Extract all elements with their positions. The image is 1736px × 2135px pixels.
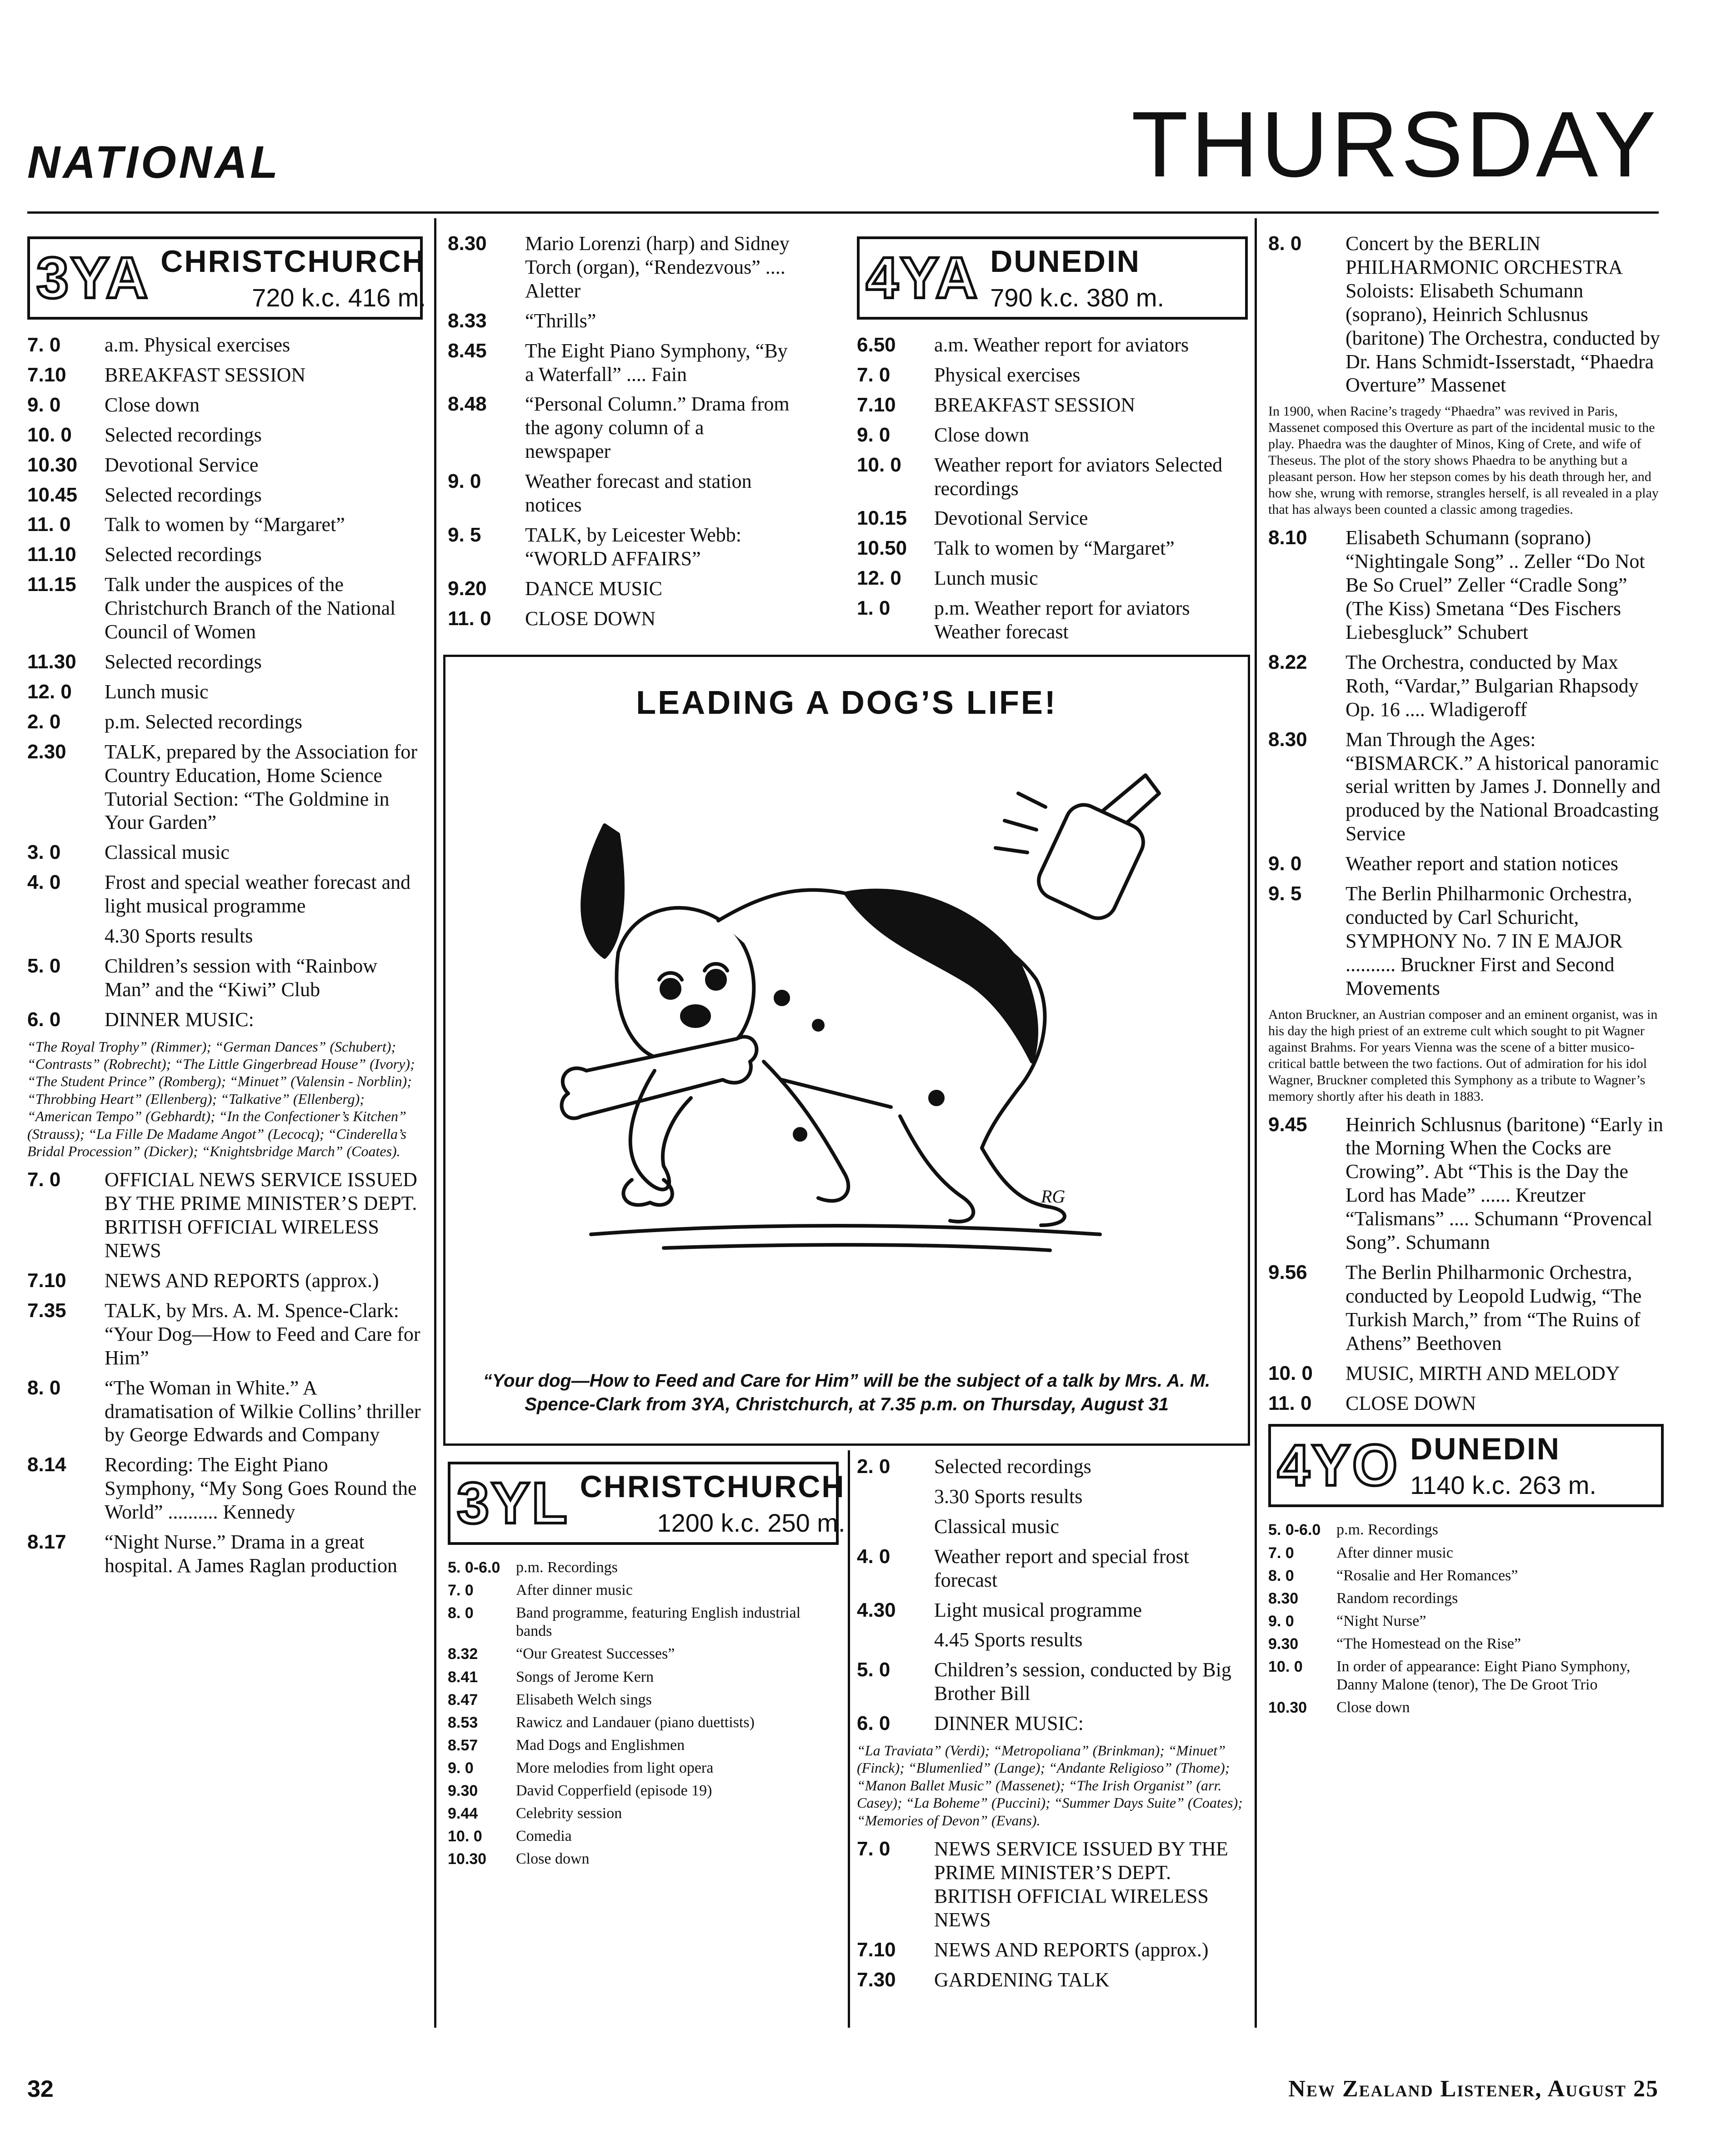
programme-description: p.m. Weather report for aviators Weather forecast — [934, 597, 1190, 643]
programme-description: Close down — [516, 1850, 590, 1868]
programme-time — [857, 1628, 934, 1652]
programme-item — [448, 1714, 839, 1732]
programme-item — [448, 577, 793, 601]
programme-item — [857, 506, 1248, 530]
station-box-4yo — [1268, 1424, 1664, 1507]
programme-item — [27, 363, 423, 387]
programme-item — [1268, 1567, 1664, 1585]
programme-time: 9. 0 — [448, 470, 481, 493]
station-call: 4YO — [1277, 1433, 1400, 1498]
programme-description: Children’s session, conducted by Big Brother Bill — [934, 1659, 1231, 1705]
programme-description: Weather report and special frost forecast — [934, 1545, 1189, 1591]
programme-list — [448, 232, 793, 631]
column-3yl — [448, 1462, 845, 1873]
programme-item — [857, 1658, 1248, 1705]
programme-time: 8. 0 — [1268, 232, 1302, 255]
programme-item — [857, 363, 1248, 387]
programme-description: The Berlin Philharmonic Orchestra, conducted by Leopold Ludwig, “The Turkish March,” from “The Ruins of Athens” Beethoven — [1346, 1261, 1642, 1354]
programme-item — [27, 1269, 423, 1293]
programme-list — [1268, 232, 1664, 397]
programme-item — [857, 566, 1248, 590]
programme-item — [448, 1850, 839, 1868]
programme-time — [27, 924, 105, 948]
programme-description: Mario Lorenzi (harp) and Sidney Torch (organ), “Rendezvous” .... Aletter — [525, 232, 790, 302]
programme-time: 8.14 — [27, 1453, 66, 1476]
programme-time: 9. 0 — [448, 1759, 474, 1777]
programme-time: 2.30 — [27, 740, 66, 763]
programme-time: 8. 0 — [27, 1376, 61, 1399]
programme-time — [857, 1485, 934, 1509]
programme-description: “Our Greatest Successes” — [516, 1645, 675, 1663]
programme-description: Random recordings — [1336, 1589, 1458, 1607]
programme-item — [1268, 728, 1664, 846]
programme-time: 9.45 — [1268, 1113, 1307, 1136]
programme-description: Devotional Service — [934, 507, 1088, 530]
programme-item — [448, 1691, 839, 1709]
programme-description: Selected recordings — [105, 543, 262, 566]
programme-time: 11. 0 — [1268, 1392, 1312, 1414]
programme-description: In order of appearance: Eight Piano Symphony, Danny Malone (tenor), The De Groot Trio — [1336, 1658, 1631, 1694]
programme-item — [857, 1628, 1248, 1652]
programme-list — [27, 1168, 423, 1578]
programme-description: Close down — [934, 423, 1029, 446]
programme-item — [448, 1804, 839, 1823]
programme-item — [857, 453, 1248, 501]
programme-description: “Night Nurse” — [1336, 1612, 1426, 1629]
station-box-3yl — [448, 1462, 845, 1545]
programme-time: 9.20 — [448, 577, 487, 600]
programme-time: 7.10 — [27, 1269, 66, 1292]
programme-item — [27, 1530, 423, 1578]
programme-time: 8.30 — [448, 232, 487, 255]
programme-time: 6. 0 — [857, 1712, 891, 1735]
station-call: 3YL — [457, 1470, 569, 1536]
programme-description: Close down — [1336, 1699, 1410, 1716]
programme-description: Elisabeth Welch sings — [516, 1691, 652, 1708]
programme-description: “The Woman in White.” A dramatisation of Wilkie Collins’ thriller by George Edwards and Company — [105, 1376, 421, 1446]
programme-time: 4.30 — [857, 1599, 896, 1621]
programme-time: 5. 0-6.0 — [1268, 1521, 1321, 1539]
programme-time: 7. 0 — [1268, 1544, 1294, 1562]
programme-item — [27, 573, 423, 644]
programme-item — [1268, 526, 1664, 644]
programme-time: 8. 0 — [448, 1604, 474, 1622]
programme-description: Selected recordings — [105, 423, 262, 446]
programme-description: Frost and special weather forecast and light musical programme — [105, 871, 411, 917]
programme-item — [857, 536, 1248, 560]
programme-item — [448, 1581, 839, 1599]
column-4ya-concert — [1268, 232, 1664, 1721]
station-city: DUNEDIN — [1410, 1432, 1561, 1467]
programme-item — [857, 333, 1248, 357]
programme-time: 10.15 — [857, 507, 907, 530]
programme-description: 4.45 Sports results — [934, 1629, 1083, 1651]
programme-item — [1268, 1635, 1664, 1653]
programme-item — [1268, 1589, 1664, 1608]
programme-item — [448, 1782, 839, 1800]
programme-item — [448, 607, 793, 631]
programme-item — [448, 523, 793, 571]
programme-time: 7.10 — [857, 1938, 896, 1961]
programme-description: OFFICIAL NEWS SERVICE ISSUED BY THE PRIME MINISTER’S DEPT. BRITISH OFFICIAL WIRELESS NEWS — [105, 1168, 417, 1262]
column-3ya — [27, 236, 426, 1584]
illustration-box — [443, 655, 1250, 1446]
programme-time: 8.22 — [1268, 651, 1307, 673]
programme-item — [857, 1837, 1248, 1932]
programme-description: “Rosalie and Her Romances” — [1336, 1567, 1518, 1584]
programme-item — [857, 1485, 1248, 1509]
programme-description: Selected recordings — [934, 1455, 1091, 1478]
programme-item — [448, 470, 793, 517]
programme-time: 8.53 — [448, 1714, 478, 1731]
programme-description: p.m. Recordings — [1336, 1521, 1438, 1539]
programme-item — [857, 596, 1248, 644]
programme-time: 6. 0 — [27, 1008, 61, 1031]
programme-time: 11.30 — [27, 650, 76, 673]
programme-time: 7. 0 — [27, 1168, 61, 1191]
programme-time: 9.30 — [1268, 1635, 1299, 1653]
programme-time: 10.30 — [27, 453, 78, 476]
column-4ya — [857, 236, 1248, 650]
programme-time: 4. 0 — [27, 871, 61, 894]
programme-description: Recording: The Eight Piano Symphony, “My Song Goes Round the World” .......... Kennedy — [105, 1453, 417, 1524]
programme-item — [27, 650, 423, 674]
programme-item — [448, 1668, 839, 1686]
programme-item — [1268, 882, 1664, 1000]
programme-item — [1268, 1261, 1664, 1355]
programme-description: GARDENING TALK — [934, 1968, 1110, 1991]
programme-description: a.m. Physical exercises — [105, 334, 290, 356]
programme-description: 4.30 Sports results — [105, 925, 253, 947]
programme-item — [27, 1376, 423, 1447]
programme-time: 2. 0 — [857, 1455, 891, 1478]
programme-item — [1268, 1544, 1664, 1562]
programme-description: BREAKFAST SESSION — [934, 393, 1136, 416]
station-freq: 790 k.c. 380 m. — [990, 283, 1165, 312]
programme-item — [448, 1736, 839, 1754]
illustration-caption: “Your dog—How to Feed and Care for Him” will be the subject of a talk by Mrs. A. M. Spence-Clark from 3YA, Christchurch, at 7.35 p.m. on Thursday, August 31 — [483, 1371, 1211, 1414]
programme-time: 9. 5 — [448, 523, 481, 546]
programme-item — [27, 924, 423, 948]
programme-item — [857, 1599, 1248, 1622]
programme-item — [27, 543, 423, 566]
programme-description: Weather forecast and station notices — [525, 470, 752, 516]
programme-item — [27, 841, 423, 864]
column-4ya-evening — [857, 1455, 1248, 1998]
programme-list — [1268, 1521, 1664, 1717]
station-city: CHRISTCHURCH — [160, 244, 426, 279]
programme-item — [1268, 1699, 1664, 1717]
programme-item — [448, 1759, 839, 1777]
programme-list — [857, 1837, 1248, 1991]
programme-time: 5. 0 — [27, 954, 61, 977]
programme-description: David Copperfield (episode 19) — [516, 1782, 712, 1799]
programme-item — [857, 1515, 1248, 1539]
programme-time: 11. 0 — [448, 607, 491, 630]
programme-item — [448, 1604, 839, 1640]
programme-time: 9.44 — [448, 1805, 478, 1823]
column-divider — [848, 1450, 850, 2028]
programme-description: TALK, prepared by the Association for Country Education, Home Science Tutorial Section: “The Goldmine in Your Garden” — [105, 740, 418, 834]
programme-time — [857, 1515, 934, 1539]
programme-description: After dinner music — [516, 1582, 633, 1599]
programme-item — [448, 309, 793, 333]
programme-item — [857, 393, 1248, 417]
programme-description: Close down — [105, 393, 200, 416]
programme-time: 10.45 — [27, 483, 78, 506]
programme-time: 8.10 — [1268, 526, 1307, 549]
programme-description: After dinner music — [1336, 1544, 1453, 1561]
programme-item — [448, 232, 793, 303]
programme-description: Selected recordings — [105, 650, 262, 673]
top-rule — [27, 211, 1659, 214]
programme-time: 5. 0-6.0 — [448, 1559, 500, 1576]
programme-description: NEWS SERVICE ISSUED BY THE PRIME MINISTER’S DEPT. BRITISH OFFICIAL WIRELESS NEWS — [934, 1838, 1228, 1931]
programme-time: 8.41 — [448, 1668, 478, 1686]
bruckner-note: Anton Bruckner, an Austrian composer and an eminent organist, was in his day the high priest of an extreme cult which sought to pit Wagner against Brahms. For years Vienna was the scene of a bitter musico-critical battle between the two factions. Out of admiration for his idol Wagner, Bruckner completed this Symphony as a tribute to Wagner’s memory shortly after his death in 1883. — [1268, 1007, 1658, 1104]
programme-list — [1268, 1113, 1664, 1415]
programme-time: 9.30 — [448, 1782, 478, 1800]
programme-time: 6.50 — [857, 334, 896, 356]
programme-time: 7.10 — [27, 363, 66, 386]
programme-time: 9. 0 — [27, 393, 61, 416]
programme-description: “Personal Column.” Drama from the agony column of a newspaper — [525, 393, 790, 463]
programme-time: 8.32 — [448, 1645, 478, 1663]
programme-item — [857, 423, 1248, 447]
programme-item — [1268, 1612, 1664, 1630]
programme-time: 8.47 — [448, 1691, 478, 1709]
programme-time: 9.56 — [1268, 1261, 1307, 1283]
programme-time: 4. 0 — [857, 1545, 891, 1568]
programme-time: 7.10 — [857, 393, 896, 416]
programme-item — [857, 1938, 1248, 1962]
programme-item — [1268, 232, 1664, 397]
programme-description: MUSIC, MIRTH AND MELODY — [1346, 1362, 1620, 1384]
programme-time: 9. 5 — [1268, 882, 1302, 905]
programme-description: The Berlin Philharmonic Orchestra, conducted by Carl Schuricht, SYMPHONY No. 7 IN E MAJOR .......... Bruckner First and Second Movements — [1346, 882, 1632, 999]
programme-item — [1268, 852, 1664, 876]
programme-item — [27, 1453, 423, 1524]
programme-time: 10. 0 — [1268, 1362, 1313, 1384]
dinner-music-note: “La Traviata” (Verdi); “Metropoliana” (Brinkman); “Minuet” (Finck); “Blumenlied” (Lange); “Andante Religioso” (Thome); “Manon Ballet Music” (Massenet); “The Irish Organist” (arr. Casey); “La Boheme” (Puccini); “Summer Days Suite” (Coates); “Memories of Devon” (Evans). — [857, 1742, 1243, 1829]
header-day: THURSDAY — [1131, 92, 1659, 196]
programme-time: 9. 0 — [1268, 852, 1302, 875]
programme-list — [1268, 526, 1664, 1000]
programme-time: 8.30 — [1268, 728, 1307, 751]
programme-time: 7. 0 — [857, 1838, 891, 1860]
programme-time: 10.30 — [448, 1850, 487, 1868]
programme-item — [448, 1559, 839, 1577]
programme-time: 7. 0 — [27, 334, 61, 356]
programme-item — [1268, 1362, 1664, 1385]
station-freq: 720 k.c. 416 m. — [252, 283, 426, 312]
programme-item — [1268, 1658, 1664, 1694]
programme-item — [857, 1545, 1248, 1592]
programme-description: Light musical programme — [934, 1599, 1142, 1621]
station-freq: 1200 k.c. 250 m. — [657, 1509, 845, 1537]
programme-item — [27, 483, 423, 507]
programme-time: 8.48 — [448, 393, 487, 416]
programme-description: p.m. Recordings — [516, 1559, 618, 1576]
programme-item — [448, 1645, 839, 1663]
programme-description: The Orchestra, conducted by Max Roth, “Vardar,” Bulgarian Rhapsody Op. 16 .... Wladigeroff — [1346, 651, 1639, 721]
programme-description: NEWS AND REPORTS (approx.) — [934, 1938, 1209, 1961]
programme-item — [857, 1712, 1248, 1735]
programme-item — [27, 954, 423, 1002]
station-freq: 1140 k.c. 263 m. — [1410, 1471, 1596, 1500]
programme-item — [27, 680, 423, 704]
programme-item — [448, 339, 793, 386]
programme-item — [1268, 1521, 1664, 1539]
programme-description: Celebrity session — [516, 1805, 622, 1822]
station-call: 3YA — [36, 245, 150, 311]
station-city: DUNEDIN — [990, 244, 1141, 279]
programme-description: NEWS AND REPORTS (approx.) — [105, 1269, 379, 1292]
programme-description: Children’s session with “Rainbow Man” and the “Kiwi” Club — [105, 954, 378, 1001]
programme-description: Concert by the BERLIN PHILHARMONIC ORCHESTRA Soloists: Elisabeth Schumann (soprano), Heinrich Schlusnus (baritone) The Orchestra, conducted by Dr. Hans Schmidt-Isserstadt, “Phaedra Overture” Massenet — [1346, 232, 1660, 396]
programme-time: 11.10 — [27, 543, 76, 566]
programme-description: a.m. Weather report for aviators — [934, 334, 1189, 356]
dinner-music-note: “The Royal Trophy” (Rimmer); “German Dances” (Schubert); “Contrasts” (Robrecht); “The Little Gingerbread House” (Ivory); “The Student Prince” (Romberg); “Minuet” (Valensin - Norblin); “Throbbing Heart” (Ellenberg); “Talkative” (Ellenberg); “American Tempo” (Gebhardt); “In the Confectioner’s Kitchen” (Strauss); “La Fille De Madame Angot” (Lecocq); “Cinderella’s Bridal Procession” (Dicker); “Knightsbridge March” (Coates). — [27, 1038, 415, 1159]
programme-list — [448, 1559, 839, 1869]
programme-description: Weather report and station notices — [1346, 852, 1619, 875]
programme-item — [27, 513, 423, 536]
programme-description: 3.30 Sports results — [934, 1485, 1083, 1508]
programme-item — [1268, 1113, 1664, 1254]
illustration-title: LEADING A DOG’S LIFE! — [636, 685, 1057, 721]
programme-item — [27, 871, 423, 918]
programme-time: 8.57 — [448, 1736, 478, 1754]
programme-description: DANCE MUSIC — [525, 577, 662, 600]
programme-time: 8.45 — [448, 339, 487, 362]
programme-description: “The Homestead on the Rise” — [1336, 1635, 1521, 1652]
programme-time: 5. 0 — [857, 1659, 891, 1681]
programme-description: Selected recordings — [105, 483, 262, 506]
programme-description: Rawicz and Landauer (piano duettists) — [516, 1714, 755, 1731]
programme-description: Classical music — [934, 1515, 1059, 1538]
station-box-4ya — [857, 236, 1248, 320]
programme-time: 8.17 — [27, 1531, 66, 1554]
programme-time: 10. 0 — [1268, 1658, 1303, 1676]
programme-description: Weather report for aviators Selected recordings — [934, 453, 1223, 500]
column-divider — [1255, 218, 1257, 2028]
programme-item — [27, 1168, 423, 1263]
programme-description: Heinrich Schlusnus (baritone) “Early in the Morning When the Cocks are Crowing”. Abt “This is the Day the Lord has Made” ...... Kreutzer “Talismans” .... Schumann “Provencal Song”. Schumann — [1346, 1113, 1663, 1254]
programme-description: “Thrills” — [525, 309, 596, 332]
programme-item — [27, 333, 423, 357]
programme-description: CLOSE DOWN — [1346, 1392, 1476, 1414]
station-box-3ya — [27, 236, 426, 320]
programme-description: Classical music — [105, 841, 230, 864]
programme-description: Man Through the Ages: “BISMARCK.” A historical panoramic serial written by James J. Donnelly and produced by the National Broadcasting Service — [1346, 728, 1661, 845]
programme-description: Band programme, featuring English industrial bands — [516, 1604, 801, 1640]
programme-description: Lunch music — [105, 680, 209, 703]
programme-description: Comedia — [516, 1828, 572, 1845]
programme-time: 12. 0 — [857, 567, 901, 590]
programme-time: 10. 0 — [448, 1828, 482, 1845]
artist-signature: RG — [1041, 1186, 1066, 1207]
programme-item — [857, 1455, 1248, 1478]
programme-list — [857, 1455, 1248, 1735]
programme-description: TALK, by Mrs. A. M. Spence-Clark: “Your Dog—How to Feed and Care for Him” — [105, 1299, 420, 1369]
programme-description: CLOSE DOWN — [525, 607, 656, 630]
programme-item — [27, 423, 423, 447]
programme-item — [27, 1299, 423, 1370]
programme-description: Elisabeth Schumann (soprano) “Nightingale Song” .. Zeller “Do Not Be So Cruel” Zeller “Cradle Song” (The Kiss) Smetana “Des Fischers Liebesgluck” Schubert — [1346, 526, 1645, 643]
programme-time: 10. 0 — [857, 453, 901, 476]
programme-description: Devotional Service — [105, 453, 259, 476]
programme-description: Physical exercises — [934, 363, 1081, 386]
programme-item — [1268, 1392, 1664, 1415]
programme-time: 7. 0 — [448, 1582, 474, 1599]
programme-description: TALK, by Leicester Webb: “WORLD AFFAIRS” — [525, 523, 741, 570]
programme-description: p.m. Selected recordings — [105, 710, 302, 733]
programme-list — [27, 333, 423, 1032]
programme-item — [448, 1827, 839, 1845]
programme-time: 7.30 — [857, 1968, 896, 1991]
programme-description: Talk to women by “Margaret” — [934, 537, 1175, 560]
programme-time: 9. 0 — [857, 423, 891, 446]
programme-time: 8.33 — [448, 309, 487, 332]
programme-time: 1. 0 — [857, 597, 891, 620]
programme-time: 11. 0 — [27, 513, 71, 536]
publication-footer: New Zealand Listener, August 25 — [1288, 2076, 1659, 2102]
column-3ya-evening — [448, 232, 793, 637]
programme-item — [857, 1968, 1248, 1992]
station-call: 4YA — [866, 245, 980, 311]
programme-item — [27, 1008, 423, 1032]
programme-time: 12. 0 — [27, 680, 72, 703]
programme-description: DINNER MUSIC: — [934, 1712, 1084, 1735]
programme-description: DINNER MUSIC: — [105, 1008, 254, 1031]
programme-description: Songs of Jerome Kern — [516, 1668, 654, 1685]
programme-description: “Night Nurse.” Drama in a great hospital. A James Raglan production — [105, 1531, 398, 1577]
page-number: 32 — [27, 2076, 54, 2102]
programme-time: 10. 0 — [27, 423, 72, 446]
dog-illustration — [527, 743, 1164, 1280]
programme-item — [27, 740, 423, 835]
programme-description: Talk under the auspices of the Christchurch Branch of the National Council of Women — [105, 573, 396, 643]
programme-time: 9. 0 — [1268, 1612, 1294, 1630]
programme-description: BREAKFAST SESSION — [105, 363, 306, 386]
column-divider — [434, 218, 436, 2028]
programme-description: The Eight Piano Symphony, “By a Waterfall” .... Fain — [525, 339, 788, 386]
programme-time: 8. 0 — [1268, 1567, 1294, 1584]
programme-time: 11.15 — [27, 573, 76, 596]
programme-item — [1268, 651, 1664, 722]
header-national: NATIONAL — [27, 137, 281, 188]
station-city: CHRISTCHURCH — [580, 1469, 845, 1504]
programme-item — [27, 393, 423, 417]
programme-time: 7. 0 — [857, 363, 891, 386]
programme-item — [27, 710, 423, 734]
programme-item — [448, 392, 793, 463]
phaedra-note: In 1900, when Racine’s tragedy “Phaedra” was revived in Paris, Massenet composed this Overture as part of the incidental music to the play. Phaedra was the daughter of Minos, King of Crete, and wife of Theseus. The plot of the story shows Phaedra to be anything but a pleasant person. How her stepson comes by his death through her, and how she, wrung with remorse, strangles herself, is all revealed in a play that has always been counted a classic among tragedies. — [1268, 404, 1659, 517]
programme-time: 2. 0 — [27, 710, 61, 733]
programme-description: Lunch music — [934, 567, 1038, 590]
programme-description: More melodies from light opera — [516, 1759, 714, 1776]
programme-time: 3. 0 — [27, 841, 61, 864]
programme-time: 10.50 — [857, 537, 907, 560]
programme-description: Talk to women by “Margaret” — [105, 513, 345, 536]
programme-time: 10.30 — [1268, 1699, 1307, 1717]
programme-list — [857, 333, 1248, 644]
programme-item — [27, 453, 423, 477]
programme-description: Mad Dogs and Englishmen — [516, 1736, 685, 1754]
programme-time: 8.30 — [1268, 1589, 1299, 1607]
programme-time: 7.35 — [27, 1299, 66, 1322]
